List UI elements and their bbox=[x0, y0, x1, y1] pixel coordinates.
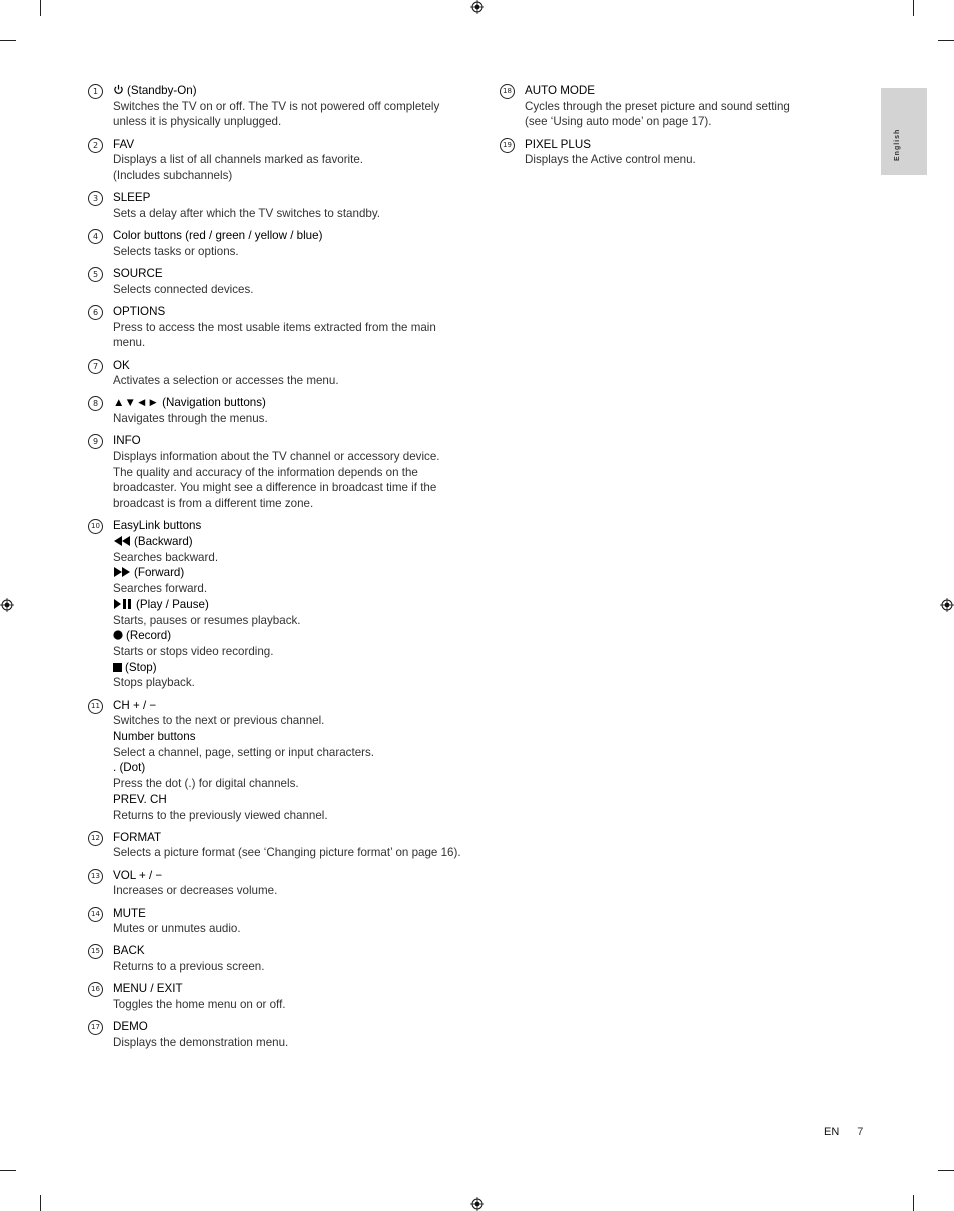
registration-mark-icon bbox=[470, 0, 484, 14]
item-description bbox=[113, 644, 468, 660]
list-item bbox=[500, 83, 800, 130]
line-text: Press to access the most usable items extracted from the main bbox=[113, 320, 436, 334]
item-heading bbox=[113, 395, 468, 411]
item-description bbox=[113, 845, 468, 861]
item-heading bbox=[113, 534, 468, 550]
list-item bbox=[88, 137, 468, 184]
line-text: Press the dot (.) for digital channels. bbox=[113, 777, 299, 791]
line-text: Toggles the home menu on or off. bbox=[113, 998, 286, 1012]
item-number-badge: 9 bbox=[88, 434, 103, 449]
line-text: DEMO bbox=[113, 1020, 148, 1034]
line-text: Increases or decreases volume. bbox=[113, 884, 278, 898]
item-number-badge: 15 bbox=[88, 944, 103, 959]
list-item bbox=[88, 943, 468, 974]
list-item bbox=[88, 83, 468, 130]
item-number-badge: 4 bbox=[88, 229, 103, 244]
crop-mark bbox=[938, 1170, 954, 1171]
line-text: (Standby-On) bbox=[127, 84, 197, 97]
item-heading bbox=[113, 228, 468, 244]
item-description bbox=[113, 244, 468, 260]
left-column bbox=[88, 83, 468, 1057]
item-heading bbox=[525, 137, 800, 153]
registration-mark-icon bbox=[0, 598, 14, 612]
item-description bbox=[113, 152, 468, 168]
line-text: Returns to the previously viewed channel. bbox=[113, 808, 328, 822]
line-text: Sets a delay after which the TV switches to standby. bbox=[113, 206, 381, 220]
line-text: Searches backward. bbox=[113, 550, 219, 564]
item-description bbox=[113, 411, 468, 427]
crop-mark bbox=[40, 0, 41, 16]
line-text: unless it is physically unplugged. bbox=[113, 115, 282, 129]
item-description bbox=[113, 168, 468, 184]
item-number-badge: 11 bbox=[88, 699, 103, 714]
line-text: Selects tasks or options. bbox=[113, 244, 239, 258]
crop-mark bbox=[0, 40, 16, 41]
item-number-badge: 10 bbox=[88, 519, 103, 534]
line-text: Switches the TV on or off. The TV is not powered off completely bbox=[113, 99, 440, 113]
line-text: VOL + / − bbox=[113, 868, 163, 882]
item-number-badge: 14 bbox=[88, 907, 103, 922]
line-text: Displays the demonstration menu. bbox=[113, 1035, 289, 1049]
line-text: (Play / Pause) bbox=[136, 597, 209, 611]
list-item bbox=[88, 228, 468, 259]
item-number-badge: 17 bbox=[88, 1020, 103, 1035]
list-item bbox=[88, 190, 468, 221]
item-description bbox=[113, 550, 468, 566]
item-description bbox=[113, 99, 468, 115]
crop-mark bbox=[0, 1170, 16, 1171]
item-heading bbox=[113, 266, 468, 282]
line-text: Displays information about the TV channel or accessory device. bbox=[113, 450, 440, 464]
item-number-badge: 18 bbox=[500, 84, 515, 99]
record-icon bbox=[113, 629, 123, 640]
item-description bbox=[113, 1035, 468, 1051]
item-heading bbox=[113, 660, 468, 676]
list-item bbox=[88, 698, 468, 824]
rewind-icon bbox=[113, 535, 131, 546]
language-side-tab bbox=[881, 88, 927, 175]
line-text: Displays a list of all channels marked as favorite. bbox=[113, 153, 364, 167]
line-text: Select a channel, page, setting or input characters. bbox=[113, 745, 375, 759]
item-heading bbox=[113, 868, 468, 884]
item-heading bbox=[113, 729, 468, 745]
list-item bbox=[88, 433, 468, 512]
crop-mark bbox=[913, 0, 914, 16]
item-heading bbox=[113, 565, 468, 581]
item-heading bbox=[113, 597, 468, 613]
item-heading bbox=[113, 1019, 468, 1035]
line-text: Number buttons bbox=[113, 730, 196, 744]
item-description bbox=[113, 776, 468, 792]
line-text: Selects connected devices. bbox=[113, 282, 254, 296]
list-item bbox=[88, 266, 468, 297]
line-text: Starts or stops video recording. bbox=[113, 645, 274, 658]
line-text: CH + / − bbox=[113, 698, 157, 712]
line-text: AUTO MODE bbox=[525, 84, 595, 97]
line-text: menu. bbox=[113, 336, 146, 350]
item-description bbox=[525, 152, 800, 168]
item-heading bbox=[113, 981, 468, 997]
line-text: Mutes or unmutes audio. bbox=[113, 922, 241, 936]
line-text: Activates a selection or accesses the menu. bbox=[113, 374, 339, 388]
list-item bbox=[88, 395, 468, 426]
line-text: OK bbox=[113, 358, 130, 372]
list-item bbox=[88, 1019, 468, 1050]
line-text: (Backward) bbox=[134, 535, 193, 549]
item-heading bbox=[113, 433, 468, 449]
power-icon bbox=[113, 84, 124, 95]
line-text: The quality and accuracy of the information depends on the bbox=[113, 465, 418, 479]
line-text: Starts, pauses or resumes playback. bbox=[113, 613, 301, 627]
fast-forward-icon bbox=[113, 566, 131, 577]
item-description bbox=[113, 320, 468, 336]
line-text: Searches forward. bbox=[113, 582, 208, 596]
item-heading bbox=[113, 358, 468, 374]
item-description bbox=[113, 713, 468, 729]
item-number-badge: 1 bbox=[88, 84, 103, 99]
line-text: OPTIONS bbox=[113, 304, 166, 318]
list-item bbox=[88, 830, 468, 861]
line-text: FORMAT bbox=[113, 830, 162, 844]
line-text: broadcast is from a different time zone. bbox=[113, 497, 314, 511]
item-number-badge: 6 bbox=[88, 305, 103, 320]
line-text: (Record) bbox=[126, 629, 172, 643]
item-heading bbox=[113, 760, 468, 776]
line-text: PREV. CH bbox=[113, 792, 167, 806]
item-description bbox=[113, 581, 468, 597]
item-number-badge: 12 bbox=[88, 831, 103, 846]
item-number-badge: 7 bbox=[88, 359, 103, 374]
list-item bbox=[88, 981, 468, 1012]
crop-mark bbox=[913, 1195, 914, 1211]
list-item bbox=[500, 137, 800, 168]
line-text: SLEEP bbox=[113, 191, 151, 205]
line-text: (Forward) bbox=[134, 566, 185, 580]
item-number-badge: 13 bbox=[88, 869, 103, 884]
language-tab-label: English bbox=[894, 128, 901, 161]
item-description bbox=[113, 496, 468, 512]
item-description bbox=[113, 808, 468, 824]
item-description bbox=[525, 114, 800, 130]
line-text: (see ‘Using auto mode’ on page 17). bbox=[525, 115, 712, 129]
line-text: Color buttons (red / green / yellow / blue) bbox=[113, 229, 323, 243]
item-description bbox=[113, 206, 468, 222]
registration-mark-icon bbox=[940, 598, 954, 612]
item-description bbox=[113, 675, 468, 691]
list-item bbox=[88, 906, 468, 937]
item-heading bbox=[113, 628, 468, 644]
line-text: SOURCE bbox=[113, 267, 163, 281]
line-text: BACK bbox=[113, 944, 145, 958]
item-heading bbox=[113, 792, 468, 808]
line-text: (Includes subchannels) bbox=[113, 169, 233, 183]
item-number-badge: 2 bbox=[88, 138, 103, 153]
line-text: MENU / EXIT bbox=[113, 982, 183, 996]
line-text: Returns to a previous screen. bbox=[113, 960, 265, 974]
page-footer bbox=[824, 1126, 863, 1138]
line-text: MUTE bbox=[113, 906, 146, 920]
line-text: Switches to the next or previous channel. bbox=[113, 714, 325, 728]
item-description bbox=[113, 480, 468, 496]
item-number-badge: 3 bbox=[88, 191, 103, 206]
item-heading bbox=[113, 83, 468, 99]
item-description bbox=[113, 997, 468, 1013]
list-item bbox=[88, 358, 468, 389]
line-text: Displays the Active control menu. bbox=[525, 153, 696, 167]
line-text: INFO bbox=[113, 434, 141, 448]
list-item bbox=[88, 518, 468, 691]
item-number-badge: 8 bbox=[88, 396, 103, 411]
footer-language: EN bbox=[824, 1126, 840, 1138]
crop-mark bbox=[40, 1195, 41, 1211]
item-description bbox=[113, 921, 468, 937]
stop-icon bbox=[113, 661, 122, 672]
page-number: 7 bbox=[857, 1126, 864, 1138]
line-text: Navigates through the menus. bbox=[113, 412, 268, 426]
line-text: Cycles through the preset picture and sound setting bbox=[525, 99, 790, 113]
line-text: broadcaster. You might see a difference in broadcast time if the bbox=[113, 481, 437, 495]
item-description bbox=[113, 613, 468, 629]
item-heading bbox=[113, 698, 468, 714]
item-heading bbox=[525, 83, 800, 99]
item-heading bbox=[113, 830, 468, 846]
item-description bbox=[113, 959, 468, 975]
registration-mark-icon bbox=[470, 1197, 484, 1211]
list-item bbox=[88, 868, 468, 899]
item-number-badge: 5 bbox=[88, 267, 103, 282]
item-description bbox=[113, 282, 468, 298]
crop-mark bbox=[938, 40, 954, 41]
line-text: Stops playback. bbox=[113, 676, 195, 690]
item-heading bbox=[113, 943, 468, 959]
line-text: EasyLink buttons bbox=[113, 519, 202, 533]
item-description bbox=[113, 465, 468, 481]
item-number-badge: 19 bbox=[500, 138, 515, 153]
line-text: (Stop) bbox=[125, 660, 157, 674]
list-item bbox=[88, 304, 468, 351]
line-text: Selects a picture format (see ‘Changing picture format’ on page 16). bbox=[113, 846, 461, 860]
line-text: . (Dot) bbox=[113, 761, 146, 775]
right-column bbox=[500, 83, 800, 175]
item-heading bbox=[113, 190, 468, 206]
item-description bbox=[113, 373, 468, 389]
item-description bbox=[113, 335, 468, 351]
item-description bbox=[113, 745, 468, 761]
item-heading bbox=[113, 518, 468, 534]
item-number-badge: 16 bbox=[88, 982, 103, 997]
line-text: FAV bbox=[113, 137, 135, 151]
item-description bbox=[113, 114, 468, 130]
item-description bbox=[113, 883, 468, 899]
item-description bbox=[525, 99, 800, 115]
play-pause-icon bbox=[113, 598, 133, 609]
item-heading bbox=[113, 906, 468, 922]
item-description bbox=[113, 449, 468, 465]
item-heading bbox=[113, 137, 468, 153]
line-text: PIXEL PLUS bbox=[525, 137, 591, 151]
line-text: ▲▼◄► (Navigation buttons) bbox=[113, 396, 266, 410]
item-heading bbox=[113, 304, 468, 320]
